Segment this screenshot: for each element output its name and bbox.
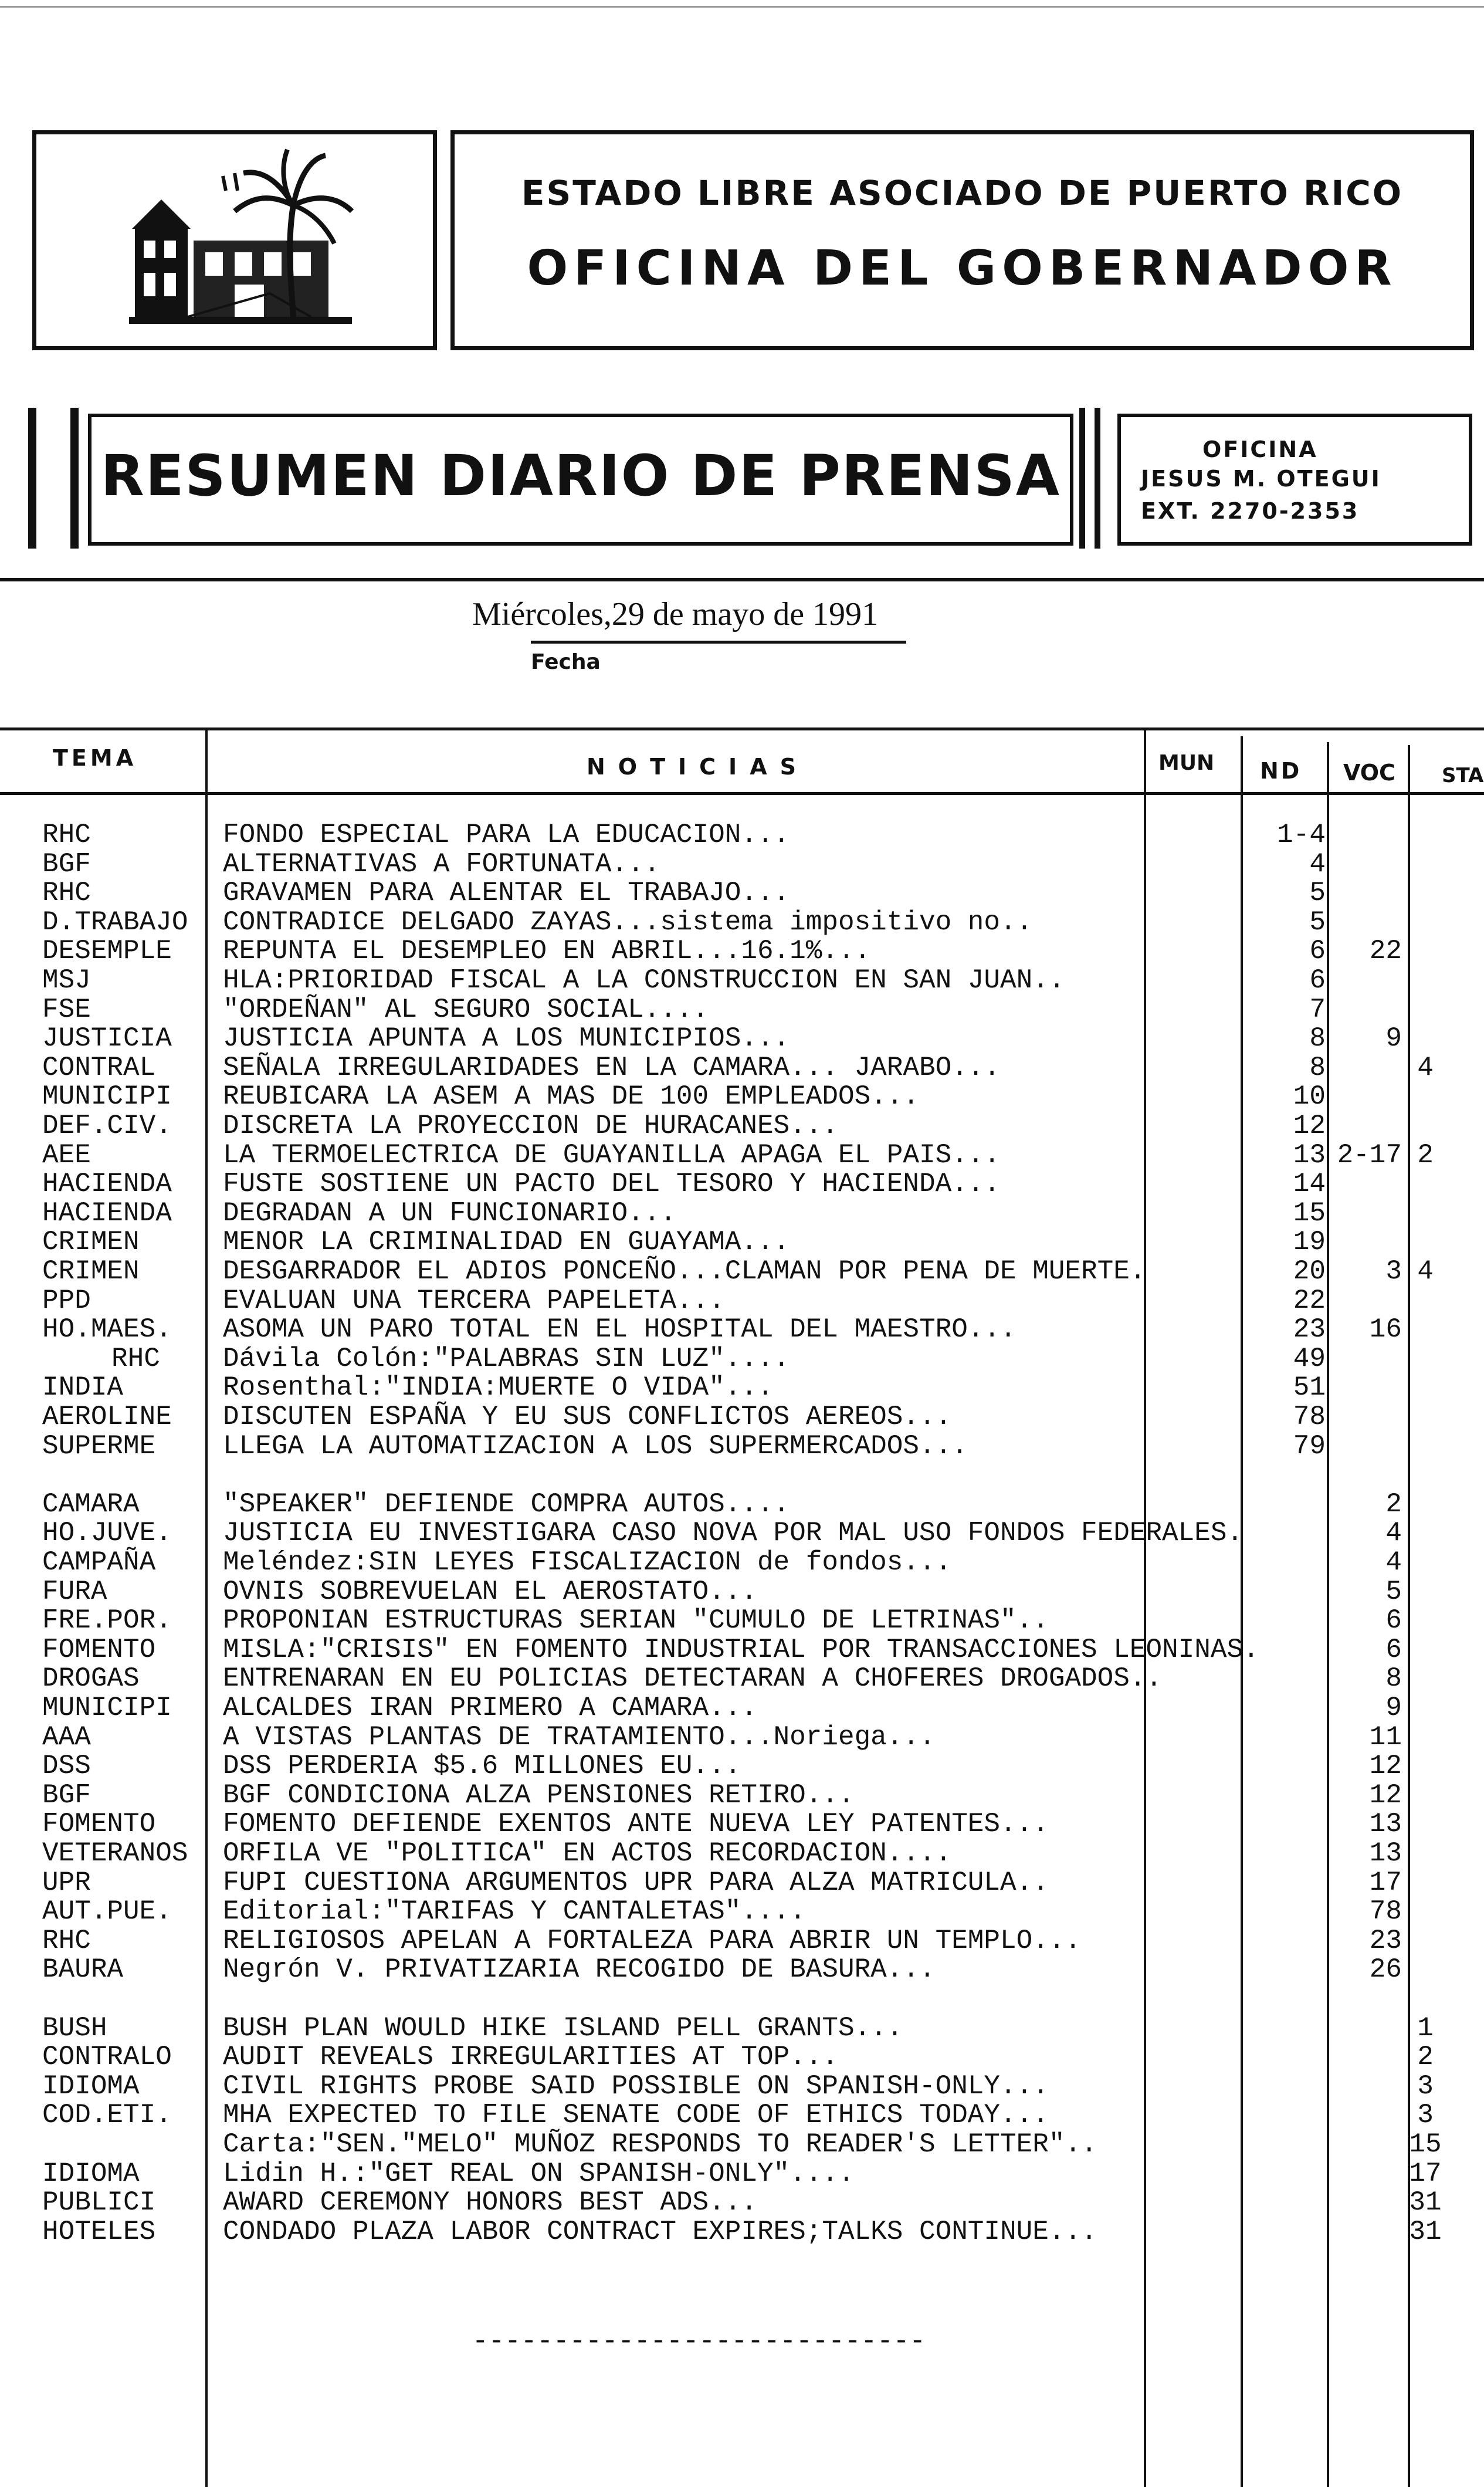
nd-cell: 6	[1309, 965, 1326, 996]
voc-cell: 13	[1369, 1838, 1402, 1869]
nd-cell: 5	[1309, 906, 1326, 938]
tema-cell: HACIENDA	[42, 1197, 172, 1229]
tema-cell: RHC	[42, 878, 91, 909]
nd-cell: 6	[1309, 936, 1326, 967]
nd-cell: 23	[1293, 1314, 1326, 1345]
table-row	[0, 1111, 1484, 1141]
noticia-cell: A VISTAS PLANTAS DE TRATAMIENTO...Noriega...	[223, 1721, 936, 1752]
noticia-cell: DISCRETA LA PROYECCION DE HURACANES...	[223, 1111, 838, 1141]
tema-cell: BGF	[42, 848, 91, 879]
tema-cell: HACIENDA	[42, 1169, 172, 1200]
nd-cell: 13	[1293, 1139, 1326, 1170]
voc-cell: 2	[1385, 1488, 1402, 1520]
noticia-cell: Editorial:"TARIFAS Y CANTALETAS"....	[223, 1896, 806, 1927]
tema-cell: CAMARA	[42, 1488, 140, 1520]
noticia-cell: JUSTICIA APUNTA A LOS MUNICIPIOS...	[223, 1023, 790, 1054]
sta-cell: 3	[1417, 2070, 1434, 2102]
table-row	[0, 1402, 1484, 1432]
date-underline	[531, 641, 906, 644]
table-row	[0, 2188, 1484, 2217]
tema-cell: CONTRALO	[42, 2042, 172, 2073]
table-row	[0, 1082, 1484, 1111]
banner-left-bar-2	[70, 408, 79, 549]
noticia-cell: BGF CONDICIONA ALZA PENSIONES RETIRO...	[223, 1779, 855, 1811]
table-row	[0, 2217, 1484, 2246]
table-row	[0, 1548, 1484, 1577]
noticia-cell: LLEGA LA AUTOMATIZACION A LOS SUPERMERCADOS...	[223, 1430, 968, 1461]
noticia-cell: CONDADO PLAZA LABOR CONTRACT EXPIRES;TALKS CONTINUE...	[223, 2216, 1097, 2247]
tema-cell: FOMENTO	[42, 1809, 156, 1840]
tema-cell: FRE.POR.	[42, 1605, 172, 1636]
voc-cell: 5	[1385, 1576, 1402, 1607]
table-row	[0, 2100, 1484, 2130]
table-row	[0, 1344, 1484, 1373]
nd-cell: 7	[1309, 994, 1326, 1025]
table-row	[0, 2130, 1484, 2159]
nd-cell: 78	[1293, 1402, 1326, 1432]
voc-cell: 6	[1385, 1634, 1402, 1665]
tema-cell: MSJ	[42, 965, 91, 996]
tema-cell: AEE	[42, 1139, 91, 1170]
sta-cell: 15	[1409, 2129, 1442, 2160]
nd-cell: 49	[1293, 1343, 1326, 1374]
nd-cell: 8	[1309, 1052, 1326, 1083]
table-row	[0, 1432, 1484, 1461]
noticia-cell: CONTRADICE DELGADO ZAYAS...sistema impositivo no..	[223, 906, 1033, 938]
tema-cell: IDIOMA	[42, 2158, 140, 2189]
nd-cell: 4	[1309, 848, 1326, 879]
scan-edge-line	[0, 6, 1484, 8]
noticia-cell: MENOR LA CRIMINALIDAD EN GUAYAMA...	[223, 1227, 790, 1258]
nd-cell: 12	[1293, 1111, 1326, 1141]
nd-cell: 5	[1309, 878, 1326, 909]
table-row	[0, 1693, 1484, 1723]
nd-cell: 22	[1293, 1285, 1326, 1316]
tema-cell: FOMENTO	[42, 1634, 156, 1665]
table-row	[0, 1286, 1484, 1315]
noticia-cell: Lidin H.:"GET REAL ON SPANISH-ONLY"....	[223, 2158, 855, 2189]
voc-cell: 16	[1369, 1314, 1402, 1345]
banner-mid-bar-1	[1079, 408, 1085, 549]
table-row	[0, 1897, 1484, 1926]
voc-cell: 26	[1369, 1954, 1402, 1985]
noticia-cell: Carta:"SEN."MELO" MUÑOZ RESPONDS TO READER'S LETTER"..	[223, 2129, 1097, 2160]
tema-cell: FURA	[42, 1576, 107, 1607]
sta-cell: 1	[1417, 2012, 1434, 2043]
nd-cell: 79	[1293, 1430, 1326, 1461]
table-row	[0, 1169, 1484, 1199]
sta-cell: 3	[1417, 2100, 1434, 2131]
sta-cell: 4	[1417, 1256, 1434, 1287]
table-row	[0, 850, 1484, 879]
header-line-1: ESTADO LIBRE ASOCIADO DE PUERTO RICO	[521, 173, 1404, 213]
tema-cell: COD.ETI.	[42, 2100, 172, 2131]
table-row	[0, 1809, 1484, 1839]
noticia-cell: FONDO ESPECIAL PARA LA EDUCACION...	[223, 820, 790, 850]
office-ext: EXT. 2270-2353	[1141, 498, 1360, 524]
table-row	[0, 1053, 1484, 1082]
sta-cell: 2	[1417, 2042, 1434, 2073]
building-palm-tree-icon	[117, 141, 364, 343]
table-row	[0, 1257, 1484, 1286]
table-row	[0, 2014, 1484, 2043]
col-header-voc: VOC	[1343, 760, 1395, 786]
banner-mid-bar-2	[1095, 408, 1100, 549]
banner-left-bar	[28, 408, 36, 549]
tema-cell: CRIMEN	[42, 1227, 140, 1258]
table-row	[0, 1926, 1484, 1955]
noticia-cell: Negrón V. PRIVATIZARIA RECOGIDO DE BASURA...	[223, 1954, 936, 1985]
voc-cell: 9	[1385, 1693, 1402, 1723]
banner-title: RESUMEN DIARIO DE PRENSA	[100, 443, 1061, 509]
tema-cell: AAA	[42, 1721, 91, 1752]
table-row	[0, 1518, 1484, 1548]
table-row	[0, 1781, 1484, 1810]
noticia-cell: FUSTE SOSTIENE UN PACTO DEL TESORO Y HACIENDA...	[223, 1169, 1001, 1200]
tema-cell: RHC	[111, 1343, 160, 1374]
tema-cell: PPD	[42, 1285, 91, 1316]
table-row	[0, 966, 1484, 995]
noticia-cell: "ORDEÑAN" AL SEGURO SOCIAL....	[223, 994, 709, 1025]
col-header-sta: STA	[1442, 764, 1484, 787]
noticia-cell: ASOMA UN PARO TOTAL EN EL HOSPITAL DEL MAESTRO...	[223, 1314, 1017, 1345]
sta-cell: 17	[1409, 2158, 1442, 2189]
tema-cell: BUSH	[42, 2012, 107, 2043]
voc-cell: 11	[1369, 1721, 1402, 1752]
table-row	[0, 1373, 1484, 1402]
table-row	[0, 1723, 1484, 1752]
col-header-noticias: NOTICIAS	[587, 754, 809, 780]
nd-cell: 1-4	[1277, 820, 1326, 850]
tema-cell: HOTELES	[42, 2216, 156, 2247]
table-row	[0, 1024, 1484, 1053]
voc-cell: 13	[1369, 1809, 1402, 1840]
tema-cell: VETERANOS	[42, 1838, 188, 1869]
noticia-cell: ORFILA VE "POLITICA" EN ACTOS RECORDACION....	[223, 1838, 952, 1869]
noticia-cell: JUSTICIA EU INVESTIGARA CASO NOVA POR MAL USO FONDOS FEDERALES.	[223, 1518, 1244, 1549]
table-row	[0, 878, 1484, 908]
noticia-cell: CIVIL RIGHTS PROBE SAID POSSIBLE ON SPANISH-ONLY...	[223, 2070, 1049, 2102]
voc-cell: 78	[1369, 1896, 1402, 1927]
table-row	[0, 908, 1484, 937]
table-row	[0, 936, 1484, 966]
noticia-cell: MHA EXPECTED TO FILE SENATE CODE OF ETHICS TODAY...	[223, 2100, 1049, 2131]
noticia-cell: REUBICARA LA ASEM A MAS DE 100 EMPLEADOS...	[223, 1081, 919, 1112]
noticia-cell: ALTERNATIVAS A FORTUNATA...	[223, 848, 660, 879]
table-row	[0, 1868, 1484, 1897]
tema-cell: RHC	[42, 1925, 91, 1956]
table-row	[0, 995, 1484, 1024]
noticia-cell: DSS PERDERIA $5.6 MILLONES EU...	[223, 1751, 741, 1782]
nd-cell: 15	[1293, 1197, 1326, 1229]
voc-cell: 17	[1369, 1867, 1402, 1898]
table-row	[0, 1751, 1484, 1781]
tema-cell: BAURA	[42, 1954, 124, 1985]
voc-cell: 4	[1385, 1518, 1402, 1549]
table-row	[0, 1141, 1484, 1170]
voc-cell: 8	[1385, 1663, 1402, 1694]
tema-cell: FSE	[42, 994, 91, 1025]
table-row	[0, 2072, 1484, 2101]
table-row	[0, 2042, 1484, 2072]
table-top-rule	[0, 728, 1484, 730]
noticia-cell: DISCUTEN ESPAÑA Y EU SUS CONFLICTOS AEREOS...	[223, 1402, 952, 1432]
tema-cell: BGF	[42, 1779, 91, 1811]
table-row	[0, 1315, 1484, 1344]
noticia-cell: AUDIT REVEALS IRREGULARITIES AT TOP...	[223, 2042, 838, 2073]
noticia-cell: AWARD CEREMONY HONORS BEST ADS...	[223, 2187, 757, 2218]
voc-cell: 12	[1369, 1779, 1402, 1811]
voc-cell: 12	[1369, 1751, 1402, 1782]
table-header-rule	[0, 792, 1484, 795]
noticia-cell: SEÑALA IRREGULARIDADES EN LA CAMARA... JARABO...	[223, 1052, 1001, 1083]
tema-cell: HO.MAES.	[42, 1314, 172, 1345]
tema-cell: CONTRAL	[42, 1052, 156, 1083]
table-row	[0, 820, 1484, 850]
voc-cell: 3	[1385, 1256, 1402, 1287]
noticia-cell: LA TERMOELECTRICA DE GUAYANILLA APAGA EL PAIS...	[223, 1139, 1001, 1170]
tema-cell: IDIOMA	[42, 2070, 140, 2102]
table-row	[0, 1839, 1484, 1868]
tema-cell: JUSTICIA	[42, 1023, 172, 1054]
tema-cell: DSS	[42, 1751, 91, 1782]
tema-cell: PUBLICI	[42, 2187, 156, 2218]
noticia-cell: GRAVAMEN PARA ALENTAR EL TRABAJO...	[223, 878, 790, 909]
tema-cell: AUT.PUE.	[42, 1896, 172, 1927]
sta-cell: 2	[1417, 1139, 1434, 1170]
table-row	[0, 1490, 1484, 1519]
tema-cell: DROGAS	[42, 1663, 140, 1694]
date-value: Miércoles,29 de mayo de 1991	[472, 596, 879, 632]
col-header-nd: ND	[1260, 758, 1302, 784]
sta-cell: 31	[1409, 2216, 1442, 2247]
noticia-cell: Meléndez:SIN LEYES FISCALIZACION de fondos...	[223, 1547, 952, 1578]
tema-cell: HO.JUVE.	[42, 1518, 172, 1549]
tema-cell: SUPERME	[42, 1430, 156, 1461]
noticia-cell: "SPEAKER" DEFIENDE COMPRA AUTOS....	[223, 1488, 790, 1520]
noticia-cell: EVALUAN UNA TERCERA PAPELETA...	[223, 1285, 725, 1316]
noticia-cell: Rosenthal:"INDIA:MUERTE O VIDA"...	[223, 1372, 774, 1403]
table-row	[0, 1664, 1484, 1693]
nd-cell: 51	[1293, 1372, 1326, 1403]
office-label: OFICINA	[1202, 437, 1318, 462]
noticia-cell: ENTRENARAN EN EU POLICIAS DETECTARAN A CHOFERES DROGADOS..	[223, 1663, 1163, 1694]
col-header-mun: MUN	[1158, 751, 1215, 775]
date-label: Fecha	[531, 650, 601, 674]
nd-cell: 19	[1293, 1227, 1326, 1258]
nd-cell: 8	[1309, 1023, 1326, 1054]
noticia-cell: DESGARRADOR EL ADIOS PONCEÑO...CLAMAN POR PENA DE MUERTE.	[223, 1256, 1146, 1287]
voc-cell: 9	[1385, 1023, 1402, 1054]
table-row	[0, 1199, 1484, 1228]
noticia-cell: OVNIS SOBREVUELAN EL AEROSTATO...	[223, 1576, 757, 1607]
tema-cell: RHC	[42, 820, 91, 850]
noticia-cell: FOMENTO DEFIENDE EXENTOS ANTE NUEVA LEY PATENTES...	[223, 1809, 1049, 1840]
noticia-cell: PROPONIAN ESTRUCTURAS SERIAN "CUMULO DE LETRINAS"..	[223, 1605, 1049, 1636]
voc-cell: 6	[1385, 1605, 1402, 1636]
noticia-cell: FUPI CUESTIONA ARGUMENTOS UPR PARA ALZA MATRICULA..	[223, 1867, 1049, 1898]
noticia-cell: RELIGIOSOS APELAN A FORTALEZA PARA ABRIR UN TEMPLO...	[223, 1925, 1082, 1956]
voc-cell: 23	[1369, 1925, 1402, 1956]
tema-cell: DESEMPLE	[42, 936, 172, 967]
noticia-cell: REPUNTA EL DESEMPLEO EN ABRIL...16.1%...	[223, 936, 871, 967]
nd-cell: 10	[1293, 1081, 1326, 1112]
table-row	[0, 1635, 1484, 1664]
table-row	[0, 1606, 1484, 1635]
noticia-cell: DEGRADAN A UN FUNCIONARIO...	[223, 1197, 676, 1229]
noticia-cell: HLA:PRIORIDAD FISCAL A LA CONSTRUCCION EN SAN JUAN..	[223, 965, 1065, 996]
voc-cell: 2-17	[1337, 1139, 1402, 1170]
sta-cell: 31	[1409, 2187, 1442, 2218]
nd-cell: 14	[1293, 1169, 1326, 1200]
tema-cell: CRIMEN	[42, 1256, 140, 1287]
noticia-cell: ALCALDES IRAN PRIMERO A CAMARA...	[223, 1693, 757, 1723]
tema-cell: AEROLINE	[42, 1402, 172, 1432]
tema-cell: UPR	[42, 1867, 91, 1898]
table-row	[0, 1955, 1484, 1984]
banner-divider	[0, 578, 1484, 581]
tema-cell: DEF.CIV.	[42, 1111, 172, 1141]
noticia-cell: BUSH PLAN WOULD HIKE ISLAND PELL GRANTS...	[223, 2012, 903, 2043]
noticia-cell: MISLA:"CRISIS" EN FOMENTO INDUSTRIAL POR TRANSACCIONES LEONINAS.	[223, 1634, 1259, 1665]
tema-cell: INDIA	[42, 1372, 124, 1403]
noticia-cell: Dávila Colón:"PALABRAS SIN LUZ"....	[223, 1343, 790, 1374]
tema-cell: MUNICIPI	[42, 1693, 172, 1723]
nd-cell: 20	[1293, 1256, 1326, 1287]
col-header-tema: TEMA	[53, 745, 137, 771]
table-row	[0, 1227, 1484, 1257]
voc-cell: 4	[1385, 1547, 1402, 1578]
header-line-2: OFICINA DEL GOBERNADOR	[527, 241, 1398, 296]
tema-cell: MUNICIPI	[42, 1081, 172, 1112]
sta-cell: 4	[1417, 1052, 1434, 1083]
table-row	[0, 1577, 1484, 1606]
table-row	[0, 2159, 1484, 2188]
voc-cell: 22	[1369, 936, 1402, 967]
tema-cell: D.TRABAJO	[42, 906, 188, 938]
footer-rule: ----------------------------	[472, 2326, 926, 2357]
office-name: JESUS M. OTEGUI	[1141, 466, 1381, 492]
tema-cell: CAMPAÑA	[42, 1547, 156, 1578]
